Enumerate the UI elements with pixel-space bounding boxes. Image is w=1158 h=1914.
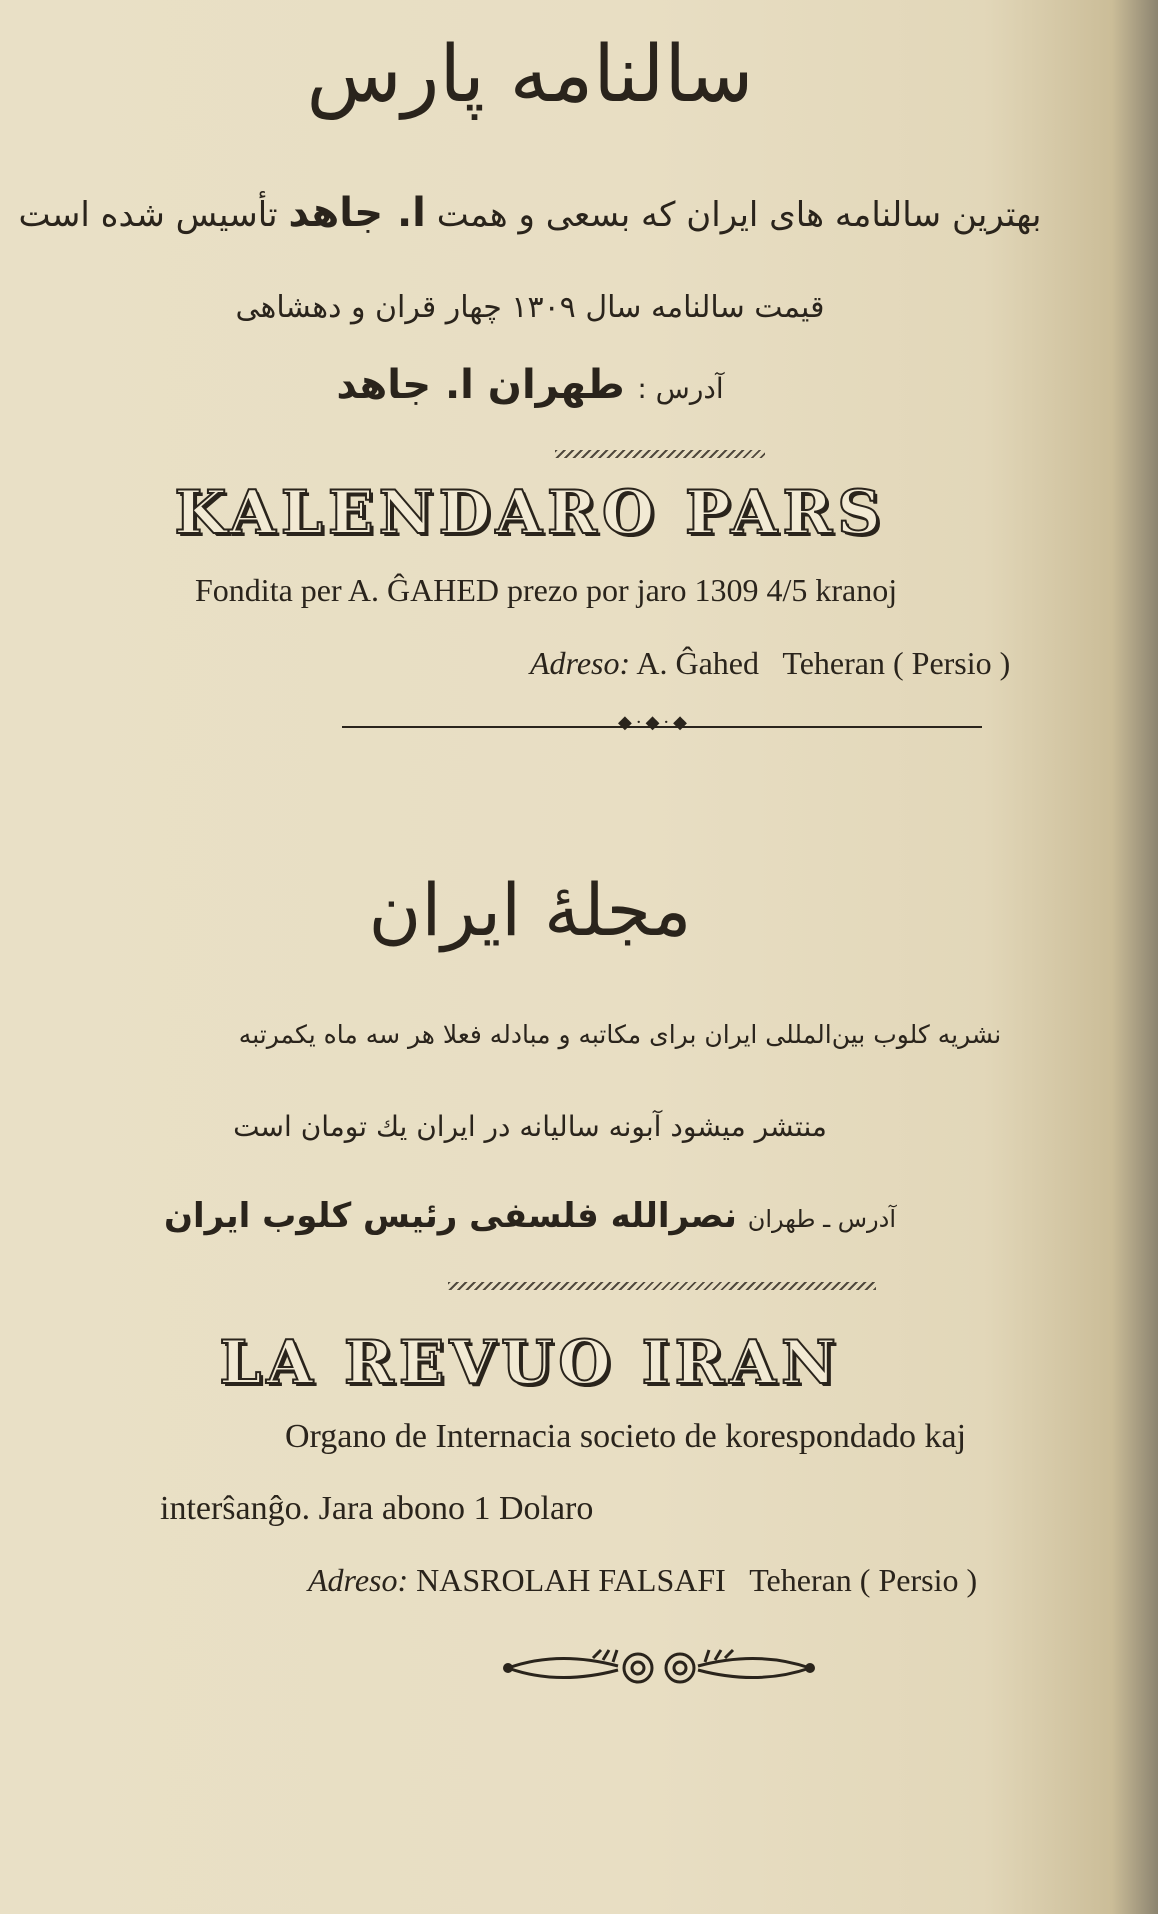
section2-address-value: NASROLAH FALSAFI Teheran ( Persio ) (416, 1562, 978, 1598)
section2-description-line2: interŝanĝo. Jara abono 1 Dolaro (160, 1490, 594, 1527)
section1-fa-address-label: آدرس : (637, 372, 724, 405)
section2-fa-line2: منتشر میشود آبونه سالیانه در ایران یك تومان است (233, 1110, 827, 1143)
section1-title: KALENDARO PARS (174, 478, 886, 548)
section2-title: LA REVUO IRAN (219, 1328, 841, 1398)
section2-address-label: Adreso: (308, 1562, 409, 1598)
section2-fa-address (0, 1196, 1060, 1236)
rule-ornament-icon: ◆·◆·◆ (618, 712, 691, 733)
section1-fa-desc-post: تأسیس شده است (18, 195, 278, 235)
section2-fa-address-label: آدرس ـ طهران (747, 1205, 896, 1233)
section2-fa-address-value: نصرالله فلسفی رئیس کلوب ایران (164, 1196, 737, 1236)
section1-fa-price: قیمت سالنامه سال ۱۳۰۹ چهار قران و دهشاهی (235, 290, 825, 325)
section1-fa-desc-bold: ا. جاهد (288, 190, 426, 236)
section1-fa-address (0, 362, 1060, 408)
section2-address (308, 1562, 1148, 1599)
section1-address-value: A. Ĝahed Teheran ( Persio ) (636, 645, 1011, 681)
section1-fa-desc-pre: بهترین سالنامه های ایران که بسعی و همت (436, 195, 1042, 235)
section1-fa-description (0, 190, 1060, 236)
fleuron-ornament-icon (498, 1640, 820, 1696)
wavy-divider-1 (555, 450, 765, 458)
section2-fa-title: مجلهٔ ایران (368, 868, 692, 952)
section2-fa-line1: نشریه کلوب بین‌المللی ایران برای مکاتبه و مبادله فعلا هر سه ماه یکمرتبه (238, 1020, 1002, 1049)
section1-fa-address-value: طهران ا. جاهد (336, 362, 625, 408)
wavy-divider-2 (448, 1282, 876, 1290)
section1-address-label: Adreso: (530, 645, 631, 681)
section1-description: Fondita per A. ĜAHED prezo por jaro 1309 4/5 kranoj (195, 572, 898, 608)
section1-address (530, 645, 1150, 682)
section1-fa-title: سالنامه پارس (306, 30, 754, 120)
section2-description-line1: Organo de Internacia societo de korespondado kaj (285, 1418, 967, 1455)
